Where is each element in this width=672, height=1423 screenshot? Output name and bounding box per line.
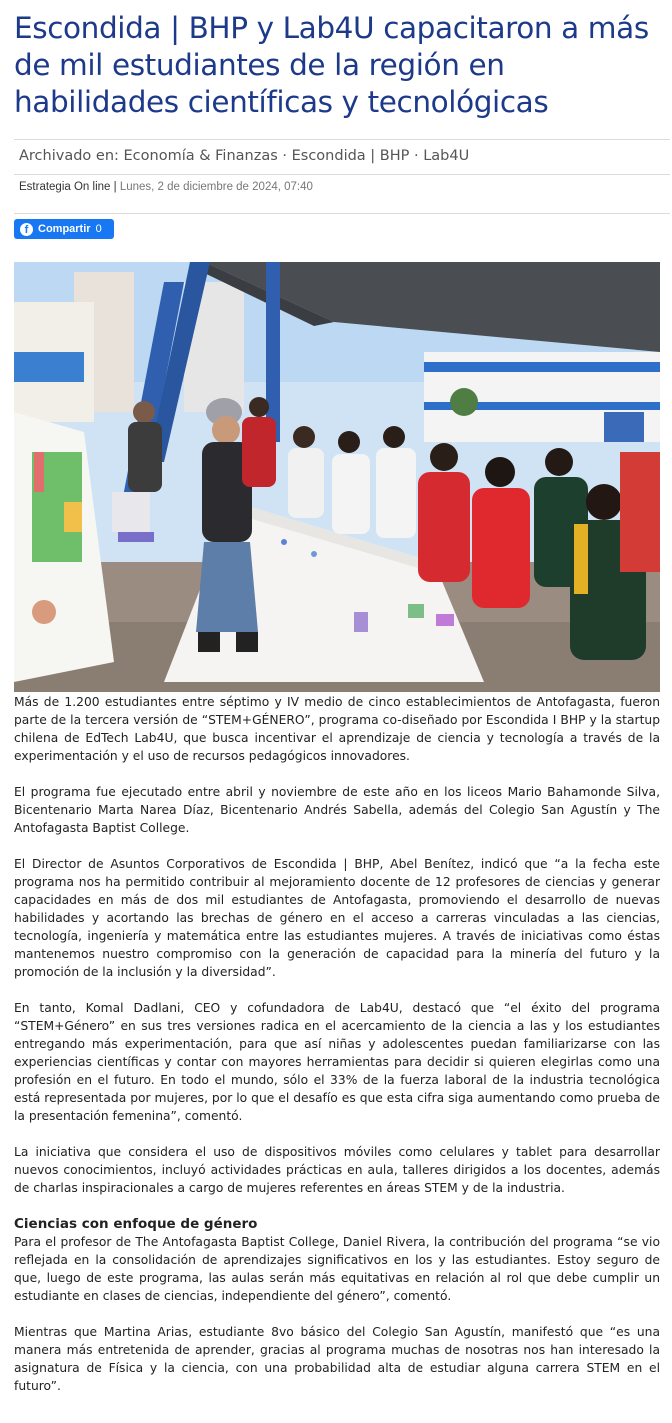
archived-in-bar (14, 139, 670, 175)
category-link-lab4u[interactable]: Lab4U (423, 148, 470, 164)
publish-date: Lunes, 2 de diciembre de 2024, 07:40 (119, 181, 313, 193)
article-paragraph: El programa fue ejecutado entre abril y noviembre de este año en los liceos Mario Bahamonde Silva, Bicentenario Marta Narea Díaz, Bicentenario Andrés Sabella, además del Colegio San Agustín y The Antofagasta Baptist College. (14, 785, 660, 835)
article-paragraph: La iniciativa que considera el uso de dispositivos móviles como celulares y tablet para desarrollar nuevos conocimientos, incluyó actividades prácticas en aula, talleres dirigidos a los docentes, además de charlas inspiracionales a cargo de mujeres referentes en áreas STEM y de la industria. (14, 1145, 660, 1195)
facebook-share-button[interactable] (14, 219, 114, 239)
share-label: Compartir (38, 223, 91, 235)
section-subheading: Ciencias con enfoque de género (14, 1216, 258, 1232)
article-paragraph: Más de 1.200 estudiantes entre séptimo y IV medio de cinco establecimientos de Antofagasta, fueron parte de la tercera versión de “STEM+GÉNERO”, programa co-diseñado por Escondida I BHP y la startup chilena de EdTech Lab4U, que busca incentivar el aprendizaje de ciencia y tecnología a través de la experimentación y el uso de recursos pedagógicos innovadores. (14, 695, 660, 763)
article-paragraph: Mientras que Martina Arias, estudiante 8vo básico del Colegio San Agustín, manifestó que “es una manera más entretenida de aprender, gracias al programa muchas de nosotras nos han interesado la asignatura de Física y la ciencia, con una probabilidad alta de estudiar alguna carrera STEM en el futuro”. (14, 1325, 660, 1393)
source-name: Estrategia On line (19, 181, 111, 193)
article-paragraph: Para el profesor de The Antofagasta Baptist College, Daniel Rivera, la contribución del programa “se vio reflejada en la consolidación de aprendizajes significativos en los y las estudiantes. Estoy seguro de que, luego de este programa, las aulas serán más equitativas en relación al rol que debe cumplir un estudiante en clases de ciencias, independiente del género”, comentó. (14, 1235, 660, 1303)
share-count: 0 (95, 223, 102, 235)
category-link-economia[interactable]: Economía & Finanzas (123, 148, 278, 164)
category-separator: · (282, 148, 287, 164)
article-paragraph: En tanto, Komal Dadlani, CEO y cofundadora de Lab4U, destacó que “el éxito del programa “STEM+Género” en sus tres versiones radica en el acercamiento de la ciencia a las y los estudiantes entregando más experimentación, para que así niñas y adolescentes puedan familiarizarse con las experiencias científicas y contar con mayores herramientas para decidir si quieren elegirlas como una profesión en el futuro. En todo el mundo, sólo el 33% de la fuerza laboral de la industria tecnológica está representada por mujeres, por lo que el desafío es que esta cifra siga aumentando como prueba de la presentación femenina”, comentó. (14, 1001, 660, 1123)
article-title: Escondida | BHP y Lab4U capacitaron a más de mil estudiantes de la región en habilidades científicas y tecnológicas (14, 11, 649, 119)
article-paragraph: El Director de Asuntos Corporativos de Escondida | BHP, Abel Benítez, indicó que “a la fecha este programa nos ha permitido contribuir al mejoramiento docente de 12 profesores de ciencias y generar capacidades en más de dos mil estudiantes de Antofagasta, promoviendo el desarrollo de nuevas habilidades y acortando las brechas de género en el acceso a carreras vinculadas a las ciencias, tecnología, ingeniería y matemática entre las estudiantes mujeres. A través de iniciativas como éstas mantenemos nuestro compromiso con la generación de capacidad para la minería del futuro y la promoción de la inclusión y la diversidad”. (14, 857, 660, 979)
archived-label: Archivado en: (19, 148, 119, 164)
category-link-escondida[interactable]: Escondida | BHP (291, 148, 410, 164)
article-body (14, 693, 660, 1413)
article-meta: Estrategia On line | Lunes, 2 de diciembre de 2024, 07:40 (14, 176, 670, 214)
article-photo (14, 262, 660, 692)
category-separator: · (414, 148, 419, 164)
facebook-icon: f (20, 223, 33, 236)
